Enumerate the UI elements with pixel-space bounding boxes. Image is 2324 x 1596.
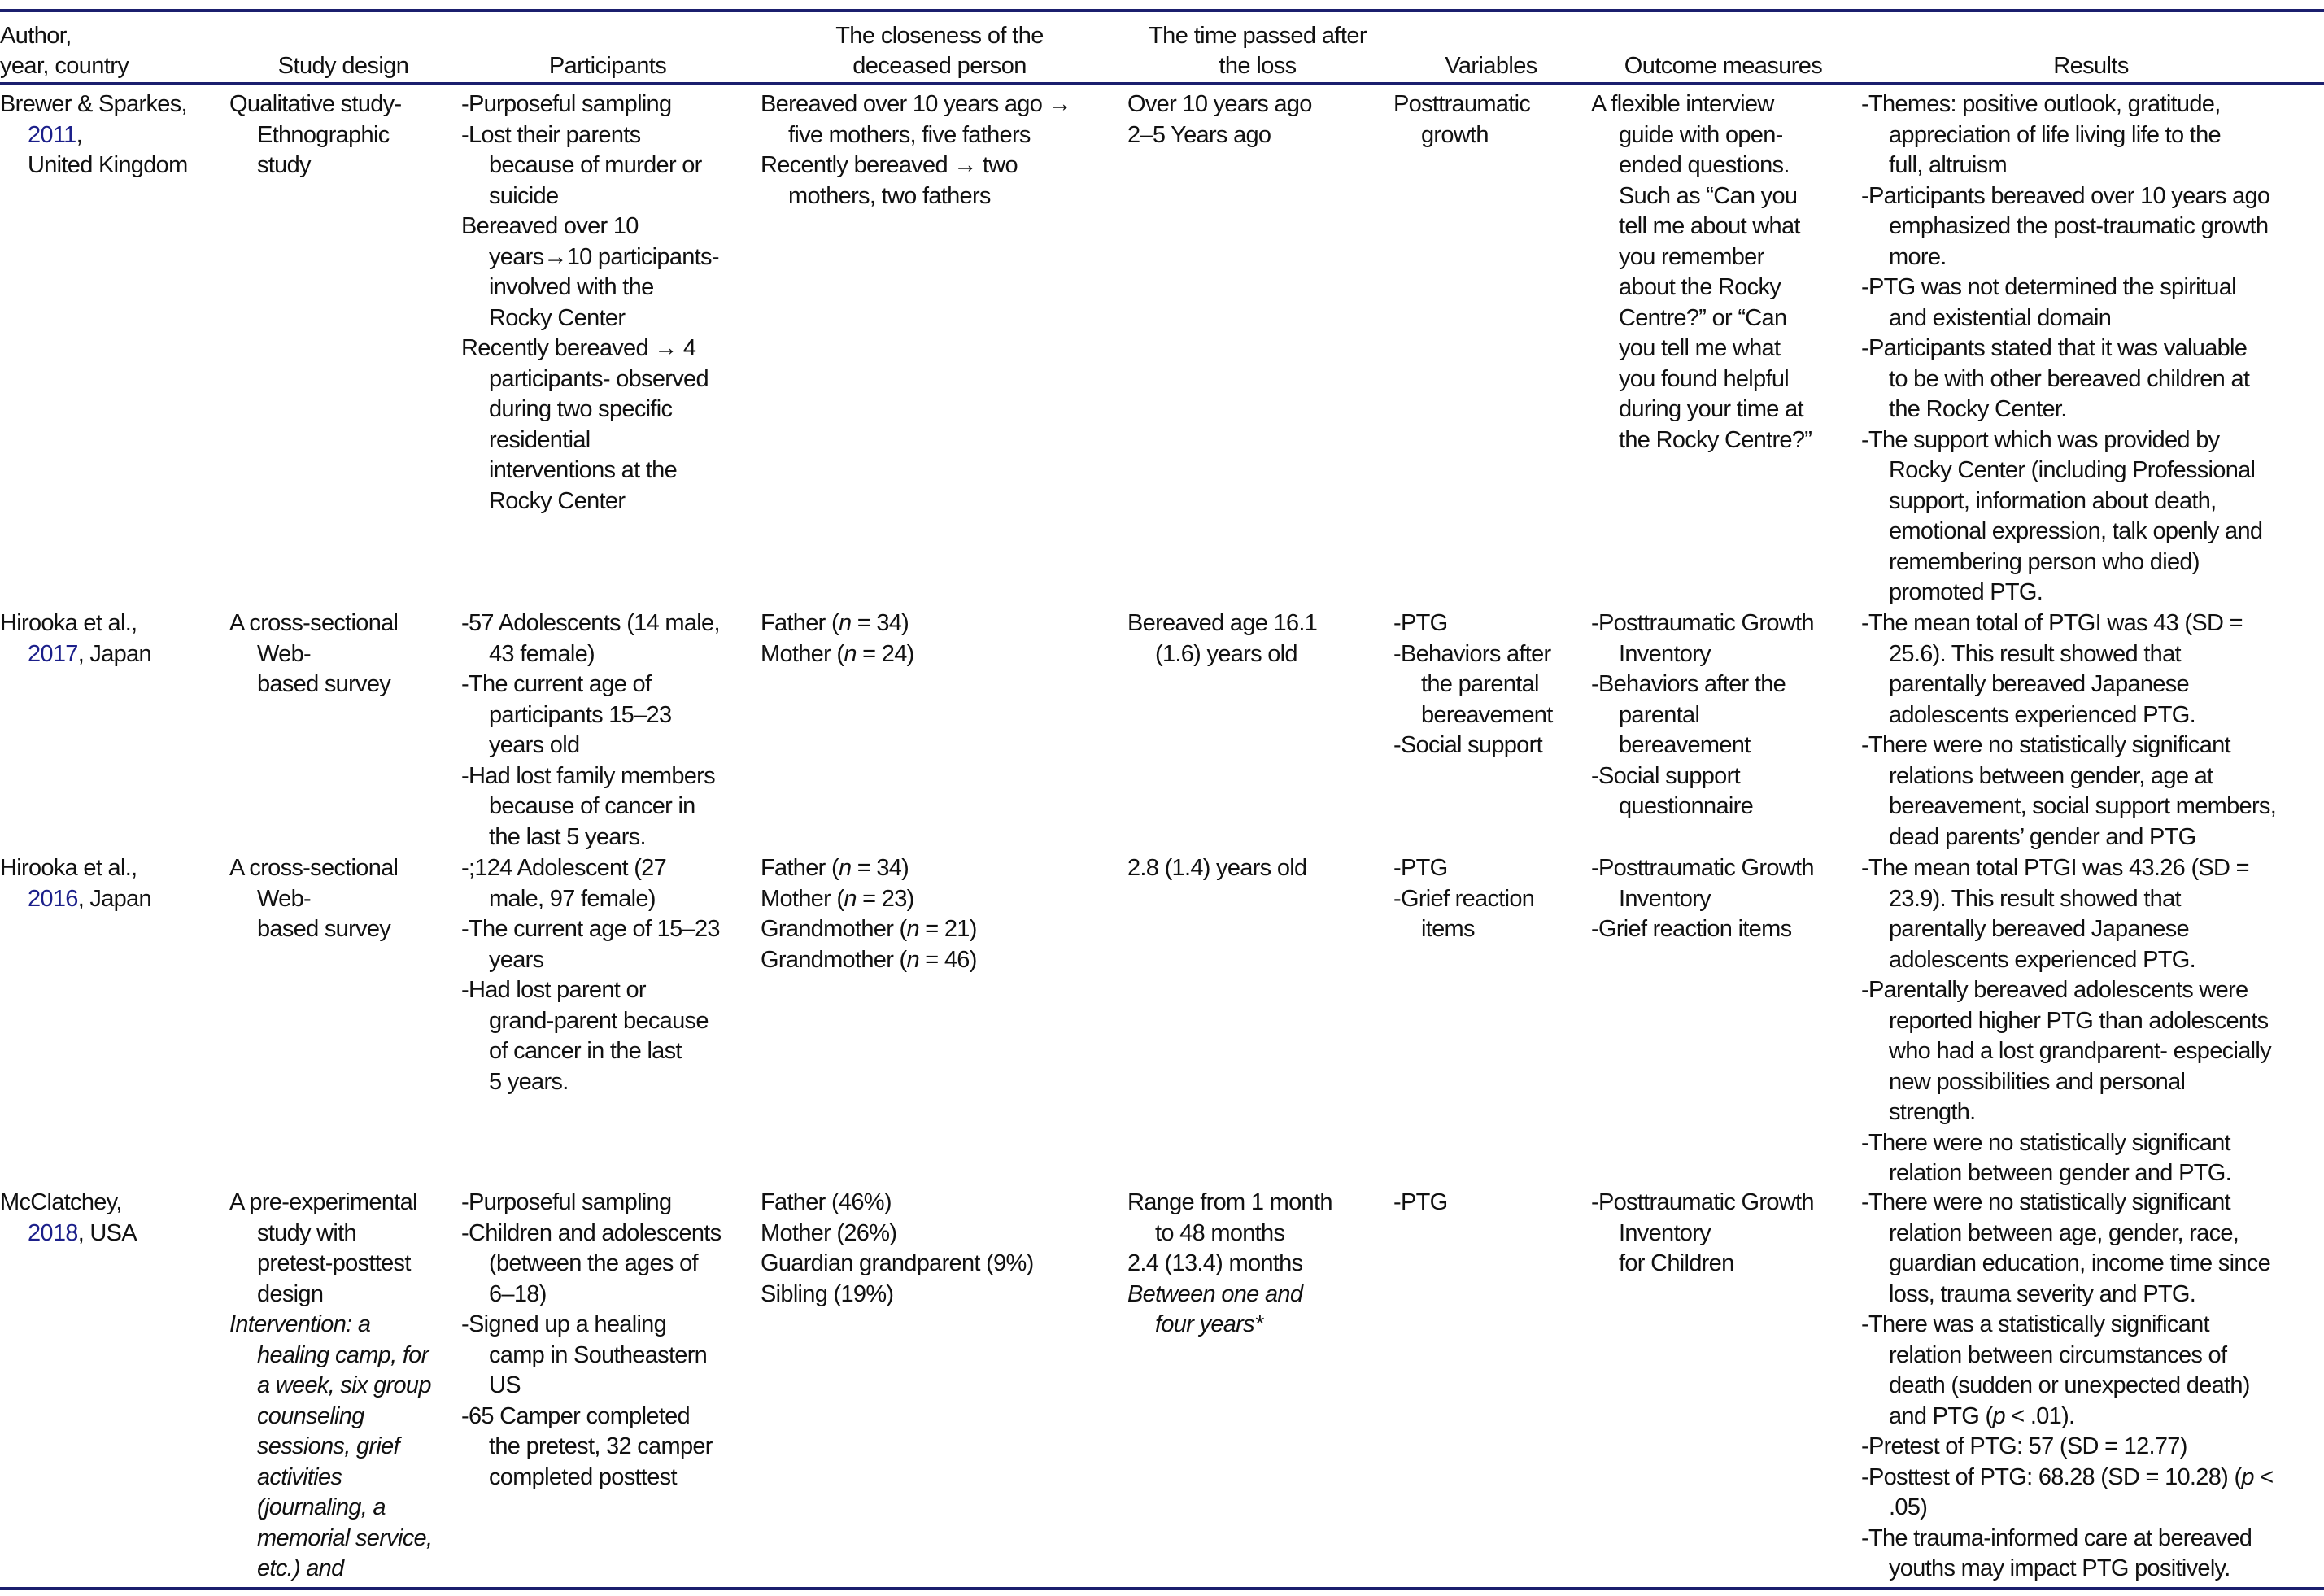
- header-outcome-measures: Outcome measures: [1624, 53, 1823, 79]
- header-participants: Participants: [548, 53, 667, 79]
- cell-line: -Grief reaction: [1393, 885, 1535, 912]
- cell-line: study with: [257, 1219, 356, 1246]
- cell-closeness: [761, 608, 1118, 669]
- cell-line: -Participants bereaved over 10 years ago: [1861, 182, 2270, 209]
- cell-line: -There was a statistically significant: [1861, 1311, 2209, 1337]
- cell-line: Rocky Center: [489, 304, 626, 331]
- cell-variables: [1393, 1188, 1589, 1219]
- cell-line: emotional expression, talk openly and: [1889, 518, 2263, 544]
- cell-line: the pretest, 32 camper: [489, 1433, 713, 1459]
- cell-line: -PTG: [1393, 855, 1448, 881]
- cell-outcome-measures: [1591, 89, 1855, 456]
- cell-participants: [461, 608, 754, 853]
- year-suffix: , USA: [77, 1219, 137, 1246]
- cell-line: -Pretest of PTG: 57 (SD = 12.77): [1861, 1433, 2187, 1459]
- cell-line: 2–5 Years ago: [1127, 121, 1271, 148]
- header-study-design: Study design: [277, 53, 409, 79]
- cell-line: Bereaved over 10 years ago →: [761, 91, 1071, 117]
- cell-line: appreciation of life living life to the: [1889, 121, 2221, 148]
- cell-line: Rocky Center: [489, 487, 626, 514]
- cell-line: full, altruism: [1889, 152, 2007, 178]
- cell-author: [0, 89, 220, 181]
- cell-line: -Participants stated that it was valuable: [1861, 335, 2248, 361]
- cell-line: A pre-experimental: [229, 1189, 417, 1215]
- cell-line: -The support which was provided by: [1861, 426, 2220, 453]
- cell-line: growth: [1421, 121, 1489, 148]
- cell-results: [1861, 1188, 2321, 1585]
- cell-line: based survey: [257, 671, 391, 697]
- cell-line: Mother (n = 24): [761, 640, 914, 667]
- cell-line: and PTG (p < .01).: [1889, 1402, 2075, 1429]
- cell-closeness: [761, 853, 1118, 975]
- cell-line: 43 female): [489, 640, 595, 667]
- year-suffix: , Japan: [77, 885, 151, 912]
- cell-line: parentally bereaved Japanese: [1889, 671, 2189, 697]
- cell-line: Mother (26%): [761, 1219, 897, 1246]
- cell-line: Range from 1 month: [1127, 1189, 1332, 1215]
- cell-line: -65 Camper completed: [461, 1402, 690, 1429]
- cell-line: years old: [489, 732, 580, 758]
- cell-line: Posttraumatic: [1393, 91, 1531, 117]
- cell-line: design: [257, 1280, 324, 1307]
- cell-line: promoted PTG.: [1889, 579, 2043, 605]
- cell-study-design: [229, 853, 457, 945]
- cell-results: [1861, 89, 2321, 608]
- cell-line: completed posttest: [489, 1463, 677, 1490]
- cell-line: Qualitative study-: [229, 91, 402, 117]
- cell-line: years→10 participants-: [489, 243, 719, 270]
- cell-line: Recently bereaved → 4: [461, 335, 696, 361]
- cell-line: -PTG: [1393, 610, 1448, 636]
- cell-line: Inventory: [1619, 640, 1711, 667]
- cell-line: and existential domain: [1889, 304, 2112, 331]
- cell-line: male, 97 female): [489, 885, 656, 912]
- header-author: Author, year, country: [0, 23, 129, 79]
- cell-line: during your time at: [1619, 396, 1803, 422]
- cell-line: participants- observed: [489, 365, 709, 392]
- year-link[interactable]: 2018: [28, 1219, 78, 1246]
- cell-line: bereavement: [1619, 732, 1751, 758]
- cell-line: .05): [1889, 1494, 1928, 1520]
- cell-line: interventions at the: [489, 457, 678, 483]
- cell-line: Bereaved age 16.1: [1127, 610, 1318, 636]
- cell-line: items: [1421, 916, 1475, 942]
- cell-line: -The mean total PTGI was 43.26 (SD =: [1861, 855, 2249, 881]
- cell-line: based survey: [257, 916, 391, 942]
- cell-variables: [1393, 853, 1589, 945]
- cell-line: Over 10 years ago: [1127, 91, 1312, 117]
- cell-line: Such as “Can you: [1619, 182, 1798, 209]
- year-suffix: , Japan: [77, 640, 151, 667]
- cell-line: -PTG: [1393, 1189, 1448, 1215]
- cell-line: Inventory: [1619, 1219, 1711, 1246]
- cell-line: ended questions.: [1619, 152, 1790, 178]
- cell-results: [1861, 853, 2321, 1189]
- cell-line: new possibilities and personal: [1889, 1068, 2186, 1095]
- cell-line: because of cancer in: [489, 793, 695, 819]
- author-name: Hirooka et al.,: [0, 855, 137, 881]
- cell-line: -Behaviors after the: [1591, 671, 1786, 697]
- cell-participants: [461, 89, 754, 517]
- cell-author: [0, 608, 220, 669]
- cell-line: a week, six group: [257, 1372, 431, 1398]
- cell-line: strength.: [1889, 1099, 1976, 1125]
- cell-line: Ethnographic: [257, 121, 390, 148]
- cell-line: to 48 months: [1155, 1219, 1285, 1246]
- cell-line: -The current age of 15–23: [461, 916, 720, 942]
- cell-line: because of murder or: [489, 152, 702, 178]
- cell-time-passed: [1127, 608, 1388, 669]
- cell-line: -There were no statistically significant: [1861, 1129, 2230, 1156]
- cell-outcome-measures: [1591, 608, 1855, 822]
- cell-line: 2.4 (13.4) months: [1127, 1250, 1303, 1276]
- cell-line: parentally bereaved Japanese: [1889, 916, 2189, 942]
- cell-line: -The mean total of PTGI was 43 (SD =: [1861, 610, 2243, 636]
- cell-line: (between the ages of: [489, 1250, 698, 1276]
- cell-line: five mothers, five fathers: [788, 121, 1031, 148]
- cell-line: -Posttraumatic Growth: [1591, 1189, 1814, 1215]
- cell-line: -The trauma-informed care at bereaved: [1861, 1524, 2252, 1551]
- cell-line: guide with open-: [1619, 121, 1783, 148]
- cell-line: US: [489, 1372, 521, 1398]
- cell-line: -Purposeful sampling: [461, 1189, 672, 1215]
- cell-line: bereavement, social support members,: [1889, 793, 2277, 819]
- cell-line: who had a lost grandparent- especially: [1889, 1038, 2271, 1064]
- year-link[interactable]: 2017: [28, 640, 78, 667]
- cell-line: -;124 Adolescent (27: [461, 855, 667, 881]
- cell-line: study: [257, 152, 311, 178]
- cell-line: reported higher PTG than adolescents: [1889, 1007, 2269, 1034]
- cell-line: 25.6). This result showed that: [1889, 640, 2181, 667]
- cell-line: loss, trauma severity and PTG.: [1889, 1280, 2196, 1307]
- cell-time-passed: [1127, 1188, 1388, 1341]
- cell-line: Recently bereaved → two: [761, 152, 1018, 178]
- cell-line: -Signed up a healing: [461, 1311, 667, 1337]
- author-name: McClatchey,: [0, 1189, 122, 1215]
- cell-study-design: [229, 1188, 457, 1585]
- header-rule: [0, 82, 2324, 85]
- cell-line: -57 Adolescents (14 male,: [461, 610, 720, 636]
- cell-line: activities: [257, 1463, 342, 1490]
- cell-line: -Behaviors after: [1393, 640, 1551, 667]
- cell-line: Father (n = 34): [761, 855, 909, 881]
- year-suffix: ,: [76, 121, 82, 148]
- cell-line: 2.8 (1.4) years old: [1127, 855, 1307, 881]
- cell-line: -There were no statistically significant: [1861, 732, 2230, 758]
- cell-line: suicide: [489, 182, 559, 209]
- cell-line: (1.6) years old: [1155, 640, 1297, 667]
- cell-line: 5 years.: [489, 1068, 569, 1095]
- cell-line: you tell me what: [1619, 335, 1781, 361]
- cell-line: tell me about what: [1619, 213, 1800, 239]
- cell-line: 6–18): [489, 1280, 547, 1307]
- cell-line: adolescents experienced PTG.: [1889, 701, 2195, 728]
- cell-author: [0, 1188, 220, 1249]
- cell-line: -The current age of: [461, 671, 652, 697]
- cell-line: A cross-sectional: [229, 610, 399, 636]
- cell-line: mothers, two fathers: [788, 182, 991, 209]
- cell-line: relation between gender and PTG.: [1889, 1160, 2231, 1186]
- cell-line: relations between gender, age at: [1889, 762, 2213, 789]
- cell-line: bereavement: [1421, 701, 1553, 728]
- cell-line: camp in Southeastern: [489, 1341, 708, 1368]
- cell-line: of cancer in the last: [489, 1038, 682, 1064]
- table-bottom-rule: [0, 1587, 2324, 1590]
- cell-line: Grandmother (n = 21): [761, 916, 977, 942]
- cell-line: involved with the: [489, 274, 654, 300]
- cell-line: Intervention: a: [229, 1311, 371, 1337]
- cell-line: more.: [1889, 243, 1947, 270]
- cell-line: relation between circumstances of: [1889, 1341, 2227, 1368]
- cell-line: emphasized the post-traumatic growth: [1889, 213, 2269, 239]
- cell-line: parental: [1619, 701, 1700, 728]
- header-time-passed: The time passed after the loss: [1149, 23, 1367, 79]
- cell-line: support, information about death,: [1889, 487, 2217, 514]
- cell-line: -PTG was not determined the spiritual: [1861, 274, 2236, 300]
- cell-line: -Lost their parents: [461, 121, 641, 148]
- cell-line: -Grief reaction items: [1591, 916, 1792, 942]
- cell-line: Bereaved over 10: [461, 213, 639, 239]
- cell-line: Father (n = 34): [761, 610, 909, 636]
- cell-outcome-measures: [1591, 1188, 1855, 1280]
- cell-line: (journaling, a: [257, 1494, 386, 1520]
- cell-line: A flexible interview: [1591, 91, 1774, 117]
- cell-line: during two specific: [489, 396, 673, 422]
- cell-line: participants 15–23: [489, 701, 672, 728]
- cell-line: death (sudden or unexpected death): [1889, 1372, 2250, 1398]
- cell-line: etc.) and: [257, 1555, 344, 1581]
- cell-line: dead parents’ gender and PTG: [1889, 823, 2196, 850]
- cell-closeness: [761, 1188, 1118, 1310]
- cell-line: -Social support: [1393, 732, 1542, 758]
- cell-line: questionnaire: [1619, 793, 1754, 819]
- cell-line: adolescents experienced PTG.: [1889, 946, 2195, 973]
- cell-line: -Posttraumatic Growth: [1591, 610, 1814, 636]
- cell-line: four years*: [1155, 1311, 1263, 1337]
- cell-variables: [1393, 608, 1589, 761]
- author-name: Hirooka et al.,: [0, 610, 137, 636]
- cell-line: the Rocky Centre?”: [1619, 426, 1812, 453]
- cell-line: Inventory: [1619, 885, 1711, 912]
- header-closeness: The closeness of the deceased person: [835, 23, 1044, 79]
- cell-line: for Children: [1619, 1250, 1734, 1276]
- cell-line: -Parentally bereaved adolescents were: [1861, 977, 2248, 1003]
- cell-line: remembering person who died): [1889, 548, 2200, 575]
- cell-variables: [1393, 89, 1589, 150]
- cell-line: counseling: [257, 1402, 364, 1429]
- table-top-rule: [0, 9, 2324, 12]
- cell-line: Web-: [257, 640, 311, 667]
- cell-line: about the Rocky: [1619, 274, 1781, 300]
- cell-time-passed: [1127, 853, 1388, 884]
- author-country: United Kingdom: [28, 152, 188, 178]
- header-results: Results: [2053, 53, 2129, 79]
- cell-line: -Had lost family members: [461, 762, 715, 789]
- cell-line: 23.9). This result showed that: [1889, 885, 2181, 912]
- cell-line: -There were no statistically significant: [1861, 1189, 2230, 1215]
- year-link[interactable]: 2016: [28, 885, 78, 912]
- cell-line: relation between age, gender, race,: [1889, 1219, 2239, 1246]
- cell-line: -Posttraumatic Growth: [1591, 855, 1814, 881]
- cell-time-passed: [1127, 89, 1388, 150]
- cell-study-design: [229, 89, 457, 181]
- cell-line: the parental: [1421, 671, 1539, 697]
- cell-line: Between one and: [1127, 1280, 1303, 1307]
- cell-line: memorial service,: [257, 1524, 433, 1551]
- cell-line: pretest-posttest: [257, 1250, 411, 1276]
- cell-participants: [461, 853, 754, 1097]
- cell-line: -Had lost parent or: [461, 977, 646, 1003]
- cell-line: to be with other bereaved children at: [1889, 365, 2250, 392]
- cell-line: years: [489, 946, 544, 973]
- cell-line: the Rocky Center.: [1889, 396, 2067, 422]
- cell-line: healing camp, for: [257, 1341, 429, 1368]
- cell-line: -Posttest of PTG: 68.28 (SD = 10.28) (p <: [1861, 1463, 2274, 1490]
- cell-line: Centre?” or “Can: [1619, 304, 1787, 331]
- cell-line: the last 5 years.: [489, 823, 646, 850]
- year-link[interactable]: 2011: [28, 121, 76, 148]
- cell-line: sessions, grief: [257, 1433, 399, 1459]
- cell-study-design: [229, 608, 457, 700]
- cell-line: grand-parent because: [489, 1007, 709, 1034]
- cell-line: you remember: [1619, 243, 1764, 270]
- cell-line: guardian education, income time since: [1889, 1250, 2270, 1276]
- cell-line: -Purposeful sampling: [461, 91, 672, 117]
- cell-line: Mother (n = 23): [761, 885, 914, 912]
- cell-line: Web-: [257, 885, 311, 912]
- cell-line: Sibling (19%): [761, 1280, 894, 1307]
- cell-line: A cross-sectional: [229, 855, 399, 881]
- author-name: Brewer & Sparkes,: [0, 91, 187, 117]
- header-variables: Variables: [1445, 53, 1537, 79]
- cell-participants: [461, 1188, 754, 1493]
- cell-line: Guardian grandparent (9%): [761, 1250, 1034, 1276]
- cell-line: residential: [489, 426, 591, 453]
- cell-author: [0, 853, 220, 914]
- cell-line: you found helpful: [1619, 365, 1789, 392]
- cell-line: Grandmother (n = 46): [761, 946, 977, 973]
- cell-results: [1861, 608, 2321, 853]
- cell-line: -Themes: positive outlook, gratitude,: [1861, 91, 2221, 117]
- cell-line: -Children and adolescents: [461, 1219, 722, 1246]
- cell-line: youths may impact PTG positively.: [1889, 1555, 2230, 1581]
- cell-line: -Social support: [1591, 762, 1740, 789]
- cell-line: Rocky Center (including Professional: [1889, 457, 2256, 483]
- cell-closeness: [761, 89, 1118, 211]
- cell-line: Father (46%): [761, 1189, 892, 1215]
- cell-outcome-measures: [1591, 853, 1855, 945]
